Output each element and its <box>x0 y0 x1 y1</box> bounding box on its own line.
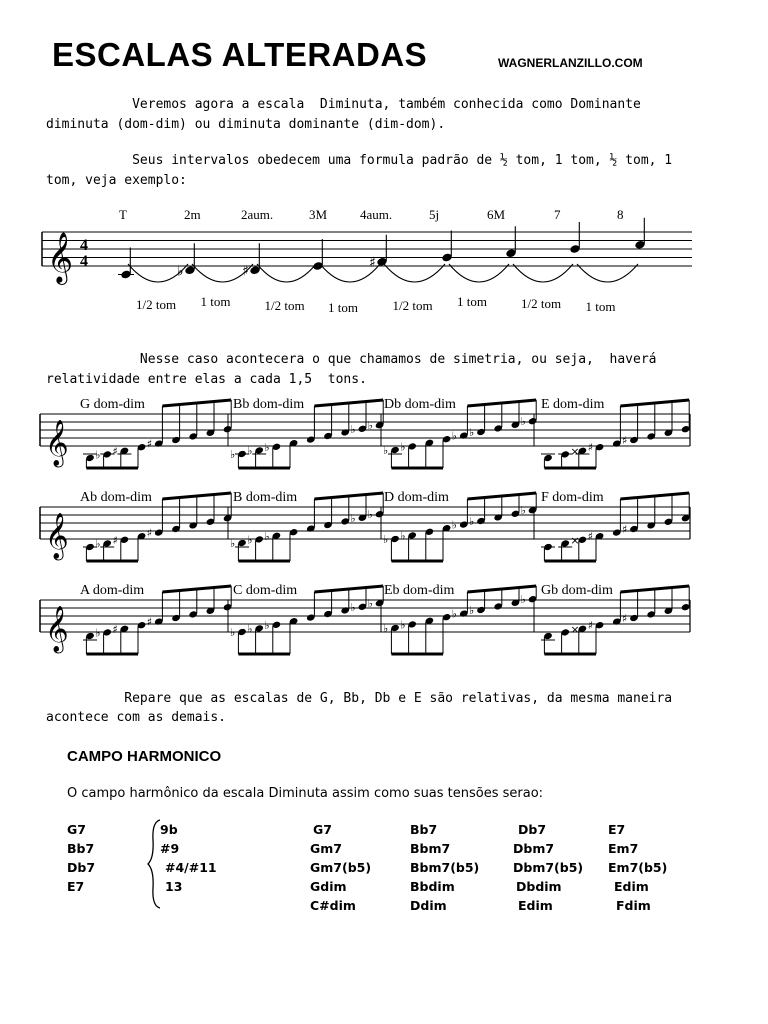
campo-harmonico-title: CAMPO HARMONICO <box>67 748 222 765</box>
flat-icon: ♭ <box>95 537 101 551</box>
scale-note <box>95 448 114 468</box>
scale-note <box>681 493 691 522</box>
scale-note <box>223 586 233 611</box>
flat-icon: ♭ <box>247 533 253 547</box>
double-sharp-icon: × <box>570 444 580 458</box>
sharp-icon: ♯ <box>112 622 118 636</box>
scale-note <box>112 623 129 654</box>
chord-cell: Bb7 <box>410 822 438 837</box>
chord-cell: Em7 <box>608 841 639 856</box>
scale-note <box>400 529 417 561</box>
chord-name: Bb7 <box>67 841 95 856</box>
scale-label: C dom-dim <box>233 583 298 598</box>
scale-label: G dom-dim <box>80 397 145 412</box>
flat-icon: ♭ <box>469 515 475 528</box>
scale-note <box>306 592 316 622</box>
scale-note <box>188 589 198 619</box>
scale-note <box>588 441 605 468</box>
time-signature-top: 4 <box>80 237 88 254</box>
scale-note <box>383 622 400 654</box>
interval-label: 8 <box>617 207 624 222</box>
flat-icon: ♭ <box>400 440 406 454</box>
scale-note <box>230 626 247 654</box>
scale-note <box>664 495 674 526</box>
scale-note <box>306 499 316 533</box>
flat-icon: ♭ <box>264 529 270 543</box>
flat-icon: ♭ <box>350 511 356 525</box>
chord-cell: Gm7 <box>310 841 342 856</box>
double-sharp-icon: × <box>570 533 580 547</box>
scale-note <box>400 440 417 468</box>
chord-cell: G7 <box>313 822 332 837</box>
scale-note <box>230 537 249 561</box>
scale-note <box>570 623 587 654</box>
sharp-icon: ♯ <box>622 434 628 447</box>
scale-label: Eb dom-dim <box>384 583 455 598</box>
sharp-icon: ♯ <box>112 444 118 458</box>
sharp-icon: ♯ <box>587 530 593 544</box>
scale-note <box>664 402 674 437</box>
scale-note <box>383 444 402 468</box>
tension: #9 <box>160 841 180 856</box>
scale-note <box>442 435 452 468</box>
scale-label: Db dom-dim <box>384 397 456 412</box>
scale-label: Bb dom-dim <box>233 397 305 412</box>
scale-row <box>40 490 690 561</box>
interval-label: 6M <box>487 207 506 222</box>
scale-note <box>469 591 486 618</box>
scale-note <box>188 496 198 530</box>
interval-label: 2m <box>184 207 201 222</box>
brace-icon <box>146 818 166 910</box>
scale-note <box>247 533 264 561</box>
scale-note <box>323 591 333 619</box>
tension: 9b <box>160 822 178 837</box>
sharp-icon: ♯ <box>622 523 628 536</box>
chord-cell: Bbm7(b5) <box>410 860 480 875</box>
chord-cell: Ddim <box>410 898 447 913</box>
flat-icon: ♭ <box>247 444 253 458</box>
scale-note <box>521 586 538 606</box>
scale-label: E dom-dim <box>541 397 605 412</box>
flat-icon: ♭ <box>520 593 526 607</box>
scale-row <box>40 583 690 654</box>
scale-note <box>681 400 691 433</box>
scale-note <box>350 402 367 436</box>
sharp-icon: ♯ <box>622 612 628 625</box>
chord-cell: Gdim <box>310 879 347 894</box>
scale-note <box>521 493 538 517</box>
scale-note <box>323 498 333 530</box>
scale-note <box>340 403 350 437</box>
treble-clef-icon: 𝄞 <box>47 232 74 283</box>
scale-note <box>147 592 164 629</box>
scale-note <box>511 402 521 429</box>
flat-icon: ♭ <box>95 626 101 640</box>
scale-note <box>171 591 181 623</box>
sharp-icon: ♯ <box>112 533 118 547</box>
flat-icon: ♭ <box>367 419 373 433</box>
scale-note <box>147 406 164 451</box>
interval-label: 7 <box>554 207 561 222</box>
chord-name: E7 <box>67 879 85 894</box>
scale-note <box>247 444 266 468</box>
interval-label: 3M <box>309 207 328 222</box>
time-signature-bottom: 4 <box>80 253 88 270</box>
scale-note <box>425 617 435 654</box>
scale-note <box>588 530 605 561</box>
flat-icon: ♭ <box>247 622 253 636</box>
flat-icon: ♭ <box>383 533 389 546</box>
symmetry-line-1: Nesse caso acontecera o que chamamos de simetria, ou seja, haverá <box>46 352 657 367</box>
intro-line-1: Veremos agora a escala Diminuta, também conhecida como Dominante <box>46 97 641 112</box>
scale-note <box>206 402 216 437</box>
flat-icon: ♭ <box>383 622 389 635</box>
scale-note <box>383 533 400 561</box>
scale-note <box>570 445 589 468</box>
chord-cell: Dbm7 <box>513 841 555 856</box>
sharp-icon: ♯ <box>146 437 153 451</box>
interval-label: T <box>119 207 127 222</box>
scale-note <box>95 626 112 654</box>
scale-note <box>147 499 164 540</box>
flat-icon: ♭ <box>469 604 475 617</box>
scale-label: Ab dom-dim <box>80 490 152 505</box>
relative-line-2: acontece com as demais. <box>46 710 227 725</box>
scale-label: B dom-dim <box>233 490 298 505</box>
chord-cell: Edim <box>614 879 649 894</box>
relative-line-1: Repare que as escalas de G, Bb, Db e E são relativas, da mesma maneira <box>46 691 673 706</box>
sharp-icon: ♯ <box>242 263 249 280</box>
symmetry-line-2: relatividade entre elas a cada 1,5 tons. <box>46 372 367 387</box>
flat-icon: ♭ <box>230 537 236 550</box>
chord-cell: Dbm7(b5) <box>513 860 584 875</box>
flat-icon: ♭ <box>451 607 458 621</box>
campo-harmonico-intro: O campo harmônico da escala Diminuta assim como suas tensões serao: <box>67 786 544 801</box>
sharp-icon: ♯ <box>587 441 593 455</box>
scale-note <box>442 613 452 654</box>
step-label: 1 tom <box>328 300 358 315</box>
flat-icon: ♭ <box>469 426 475 439</box>
scale-note <box>137 443 147 468</box>
scale-note <box>493 403 503 433</box>
sharp-icon: ♯ <box>587 619 593 633</box>
chord-name: Db7 <box>67 860 96 875</box>
double-sharp-icon: × <box>570 622 580 636</box>
sharp-icon: ♯ <box>146 615 153 629</box>
scale-note <box>340 589 350 615</box>
scale-label: Gb dom-dim <box>541 583 613 598</box>
scale-label: A dom-dim <box>80 583 145 598</box>
chord-cell: Dbdim <box>516 879 562 894</box>
scale-note <box>541 543 555 561</box>
step-label: 1 tom <box>585 299 616 314</box>
scale-note <box>664 588 674 615</box>
treble-clef-icon: 𝄞 <box>45 420 69 466</box>
chord-cell: Bbdim <box>410 879 455 894</box>
scale-note <box>206 495 216 526</box>
scale-label: F dom-dim <box>541 490 604 505</box>
scale-note <box>230 448 249 468</box>
scale-note <box>247 622 264 654</box>
flat-icon: ♭ <box>264 440 270 454</box>
step-label: 1/2 tom <box>521 296 562 311</box>
flat-icon: ♭ <box>400 529 406 543</box>
scale-note <box>646 496 656 530</box>
scale-note <box>425 439 435 468</box>
interval-label: 4aum. <box>360 207 393 222</box>
scale-note <box>511 495 521 518</box>
scale-note <box>646 589 656 619</box>
treble-clef-icon: 𝄞 <box>45 606 69 652</box>
scale-note <box>622 498 639 537</box>
flat-icon: ♭ <box>230 448 236 461</box>
intro-line-3: Seus intervalos obedecem uma formula padrão de ½ tom, 1 tom, ½ tom, 1 <box>46 153 673 168</box>
scale-note <box>112 534 129 561</box>
chord-cell: Fdim <box>616 898 651 913</box>
flat-icon: ♭ <box>230 626 236 639</box>
flat-icon: ♭ <box>383 444 389 457</box>
scale-note <box>350 495 367 525</box>
scale-note <box>541 454 555 468</box>
scale-note <box>612 592 622 626</box>
sharp-icon: ♯ <box>369 254 376 271</box>
scale-note <box>350 588 367 614</box>
scale-note <box>560 628 570 654</box>
tension: #4/#11 <box>165 860 217 875</box>
scale-note <box>541 632 555 654</box>
scale-note <box>442 524 452 561</box>
scale-note <box>137 621 147 654</box>
flat-icon: ♭ <box>520 504 526 518</box>
flat-icon: ♭ <box>350 422 356 436</box>
flat-icon: ♭ <box>177 263 184 280</box>
scale-note <box>264 530 281 561</box>
step-label: 1 tom <box>457 294 487 309</box>
interval-label: 2aum. <box>241 207 274 222</box>
flat-icon: ♭ <box>95 448 101 462</box>
scale-note <box>289 439 299 468</box>
intro-line-4: tom, veja exemplo: <box>46 173 187 188</box>
sharp-icon: ♯ <box>146 526 153 540</box>
chord-cell: Db7 <box>518 822 547 837</box>
scale-note <box>612 406 622 448</box>
page-title: ESCALAS ALTERADAS <box>52 36 428 73</box>
chord-cell: C#dim <box>310 898 356 913</box>
step-label: 1/2 tom <box>136 297 177 312</box>
flat-icon: ♭ <box>367 508 373 522</box>
flat-icon: ♭ <box>451 518 458 532</box>
scale-note <box>622 405 639 448</box>
intro-line-2: diminuta (dom-dim) ou diminuta dominante (dim-dom). <box>46 117 446 132</box>
flat-icon: ♭ <box>451 429 458 443</box>
scale-note <box>493 496 503 522</box>
scale-note <box>340 496 350 526</box>
scale-row <box>40 397 690 468</box>
scale-note <box>368 586 385 610</box>
chord-cell: Gm7(b5) <box>310 860 372 875</box>
chord-cell: E7 <box>608 822 626 837</box>
scale-note <box>289 528 299 561</box>
chord-cell: Bbm7 <box>410 841 451 856</box>
interval-label: 5j <box>429 207 440 222</box>
scale-note <box>368 400 385 432</box>
step-label: 1/2 tom <box>392 298 433 313</box>
scale-note <box>681 586 691 611</box>
scale-note <box>570 534 587 561</box>
scale-label: D dom-dim <box>384 490 449 505</box>
flat-icon: ♭ <box>367 597 373 611</box>
flat-icon: ♭ <box>520 415 526 429</box>
scale-note <box>137 532 147 561</box>
scale-note <box>206 588 216 615</box>
flat-icon: ♭ <box>400 618 406 632</box>
site-name: WAGNERLANZILLO.COM <box>498 56 643 70</box>
chord-cell: Edim <box>518 898 553 913</box>
scale-note <box>289 617 299 654</box>
scale-note <box>112 445 131 468</box>
tension: 13 <box>165 879 183 894</box>
chord-name: G7 <box>67 822 86 837</box>
scale-note <box>264 441 281 468</box>
chord-cell: Em7(b5) <box>608 860 668 875</box>
scale-note <box>95 537 114 561</box>
flat-icon: ♭ <box>350 600 356 614</box>
scale-note <box>511 588 521 607</box>
step-label: 1 tom <box>200 294 231 309</box>
treble-clef-icon: 𝄞 <box>45 513 69 559</box>
flat-icon: ♭ <box>264 618 270 632</box>
scale-note <box>425 528 435 561</box>
step-label: 1/2 tom <box>264 298 305 313</box>
